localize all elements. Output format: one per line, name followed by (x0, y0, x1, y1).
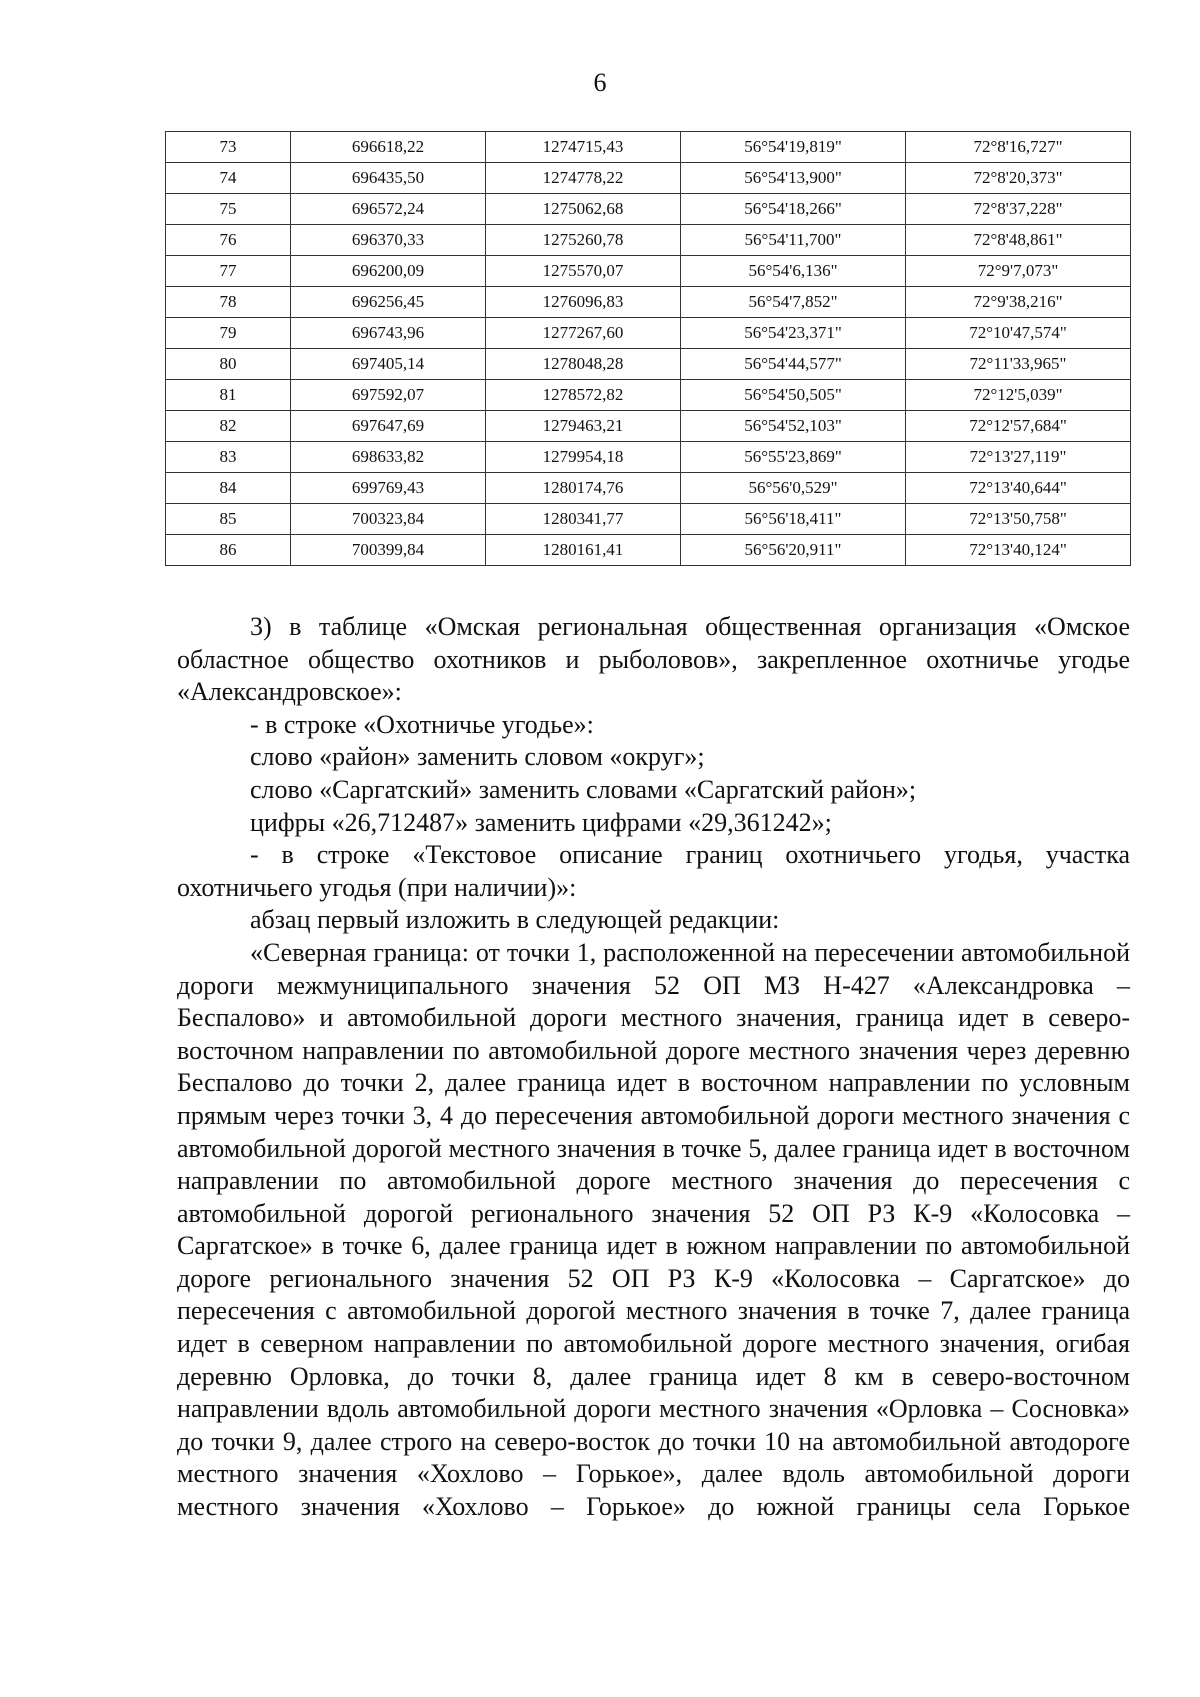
latitude-cell: 56°54'6,136" (681, 256, 906, 287)
table-row (166, 442, 1131, 473)
point-number-cell: 79 (166, 318, 291, 349)
latitude-cell: 56°54'44,577" (681, 349, 906, 380)
point-number-cell: 73 (166, 132, 291, 163)
point-number-cell: 85 (166, 504, 291, 535)
y-coordinate-cell: 1280341,77 (486, 504, 681, 535)
y-coordinate-cell: 1280161,41 (486, 535, 681, 566)
x-coordinate-cell: 696572,24 (291, 194, 486, 225)
longitude-cell: 72°13'27,119" (906, 442, 1131, 473)
y-coordinate-cell: 1277267,60 (486, 318, 681, 349)
table-row (166, 163, 1131, 194)
point-number-cell: 76 (166, 225, 291, 256)
table-row (166, 535, 1131, 566)
point-number-cell: 80 (166, 349, 291, 380)
x-coordinate-cell: 697592,07 (291, 380, 486, 411)
x-coordinate-cell: 696256,45 (291, 287, 486, 318)
x-coordinate-cell: 698633,82 (291, 442, 486, 473)
x-coordinate-cell: 696618,22 (291, 132, 486, 163)
longitude-cell: 72°12'5,039" (906, 380, 1131, 411)
table-row (166, 225, 1131, 256)
latitude-cell: 56°54'23,371" (681, 318, 906, 349)
latitude-cell: 56°56'20,911" (681, 535, 906, 566)
point-number-cell: 82 (166, 411, 291, 442)
x-coordinate-cell: 696435,50 (291, 163, 486, 194)
longitude-cell: 72°13'40,644" (906, 473, 1131, 504)
y-coordinate-cell: 1278572,82 (486, 380, 681, 411)
longitude-cell: 72°10'47,574" (906, 318, 1131, 349)
first-paragraph-instruction: абзац первый изложить в следующей редакции: (250, 905, 780, 935)
y-coordinate-cell: 1275260,78 (486, 225, 681, 256)
longitude-cell: 72°13'50,758" (906, 504, 1131, 535)
longitude-cell: 72°9'7,073" (906, 256, 1131, 287)
longitude-cell: 72°12'57,684" (906, 411, 1131, 442)
y-coordinate-cell: 1280174,76 (486, 473, 681, 504)
longitude-cell: 72°13'40,124" (906, 535, 1131, 566)
replace-word-district: слово «район» заменить словом «округ»; (250, 742, 705, 772)
latitude-cell: 56°56'0,529" (681, 473, 906, 504)
x-coordinate-cell: 700323,84 (291, 504, 486, 535)
latitude-cell: 56°54'11,700" (681, 225, 906, 256)
latitude-cell: 56°55'23,869" (681, 442, 906, 473)
longitude-cell: 72°8'48,861" (906, 225, 1131, 256)
coordinates-table-body (166, 132, 1131, 566)
replace-digits: цифры «26,712487» заменить цифрами «29,361242»; (250, 807, 832, 837)
x-coordinate-cell: 696370,33 (291, 225, 486, 256)
latitude-cell: 56°54'13,900" (681, 163, 906, 194)
latitude-cell: 56°56'18,411" (681, 504, 906, 535)
table-row (166, 194, 1131, 225)
table-row (166, 411, 1131, 442)
point-number-cell: 86 (166, 535, 291, 566)
longitude-cell: 72°8'20,373" (906, 163, 1131, 194)
y-coordinate-cell: 1276096,83 (486, 287, 681, 318)
table-row (166, 318, 1131, 349)
y-coordinate-cell: 1279463,21 (486, 411, 681, 442)
x-coordinate-cell: 696200,09 (291, 256, 486, 287)
point-number-cell: 77 (166, 256, 291, 287)
northern-boundary-description: «Северная граница: от точки 1, расположенной на пересечении автомобильной дороги межмуниципального значения 52 ОП МЗ Н-427 «Александровка – Беспалово» и автомобильной дороги местного значения, граница идет в северо-восточном направлении по автомобильной дороге местного значения через деревню Беспалово до точки 2, далее граница идет в восточном направлении по условным прямым через точки 3, 4 до пересечения автомобильной дороги местного значения с автомобильной дорогой местного значения в точке 5, далее граница идет в восточном направлении по автомобильной дороге местного значения до пересечения с автомобильной дорогой регионального значения 52 ОП РЗ К-9 «Колосовка – Саргатское» в точке 6, далее граница идет в южном направлении по автомобильной дороге регионального значения 52 ОП РЗ К-9 «Колосовка – Саргатское» до пересечения с автомобильной дорогой местного значения в точке 7, далее граница идет в северном направлении по автомобильной дороге местного значения, огибая деревню Орловка, до точки 8, далее граница идет 8 км в северо-восточном направлении вдоль автомобильной дороги местного значения «Орловка – Сосновка» до точки 9, далее строго на северо-восток до точки 10 на автомобильной автодороге местного значения «Хохлово – Горькое», далее вдоль автомобильной дороги местного значения «Хохлово – Горькое» до южной границы села Горькое (177, 937, 1130, 1522)
longitude-cell: 72°8'37,228" (906, 194, 1131, 225)
latitude-cell: 56°54'19,819" (681, 132, 906, 163)
y-coordinate-cell: 1279954,18 (486, 442, 681, 473)
page-number: 6 (593, 68, 607, 97)
y-coordinate-cell: 1274715,43 (486, 132, 681, 163)
document-body (177, 611, 1130, 1524)
point-number-cell: 81 (166, 380, 291, 411)
row-hunting-ground: - в строке «Охотничье угодье»: (250, 709, 594, 739)
y-coordinate-cell: 1275570,07 (486, 256, 681, 287)
point-number-cell: 74 (166, 163, 291, 194)
table-row (166, 380, 1131, 411)
y-coordinate-cell: 1274778,22 (486, 163, 681, 194)
y-coordinate-cell: 1275062,68 (486, 194, 681, 225)
y-coordinate-cell: 1278048,28 (486, 349, 681, 380)
amendment-item-3: 3) в таблице «Омская региональная общественная организация «Омское областное общество охотников и рыболовов», закрепленное охотничье угодье «Александровское»: (177, 612, 1130, 707)
table-row (166, 132, 1131, 163)
point-number-cell: 75 (166, 194, 291, 225)
longitude-cell: 72°11'33,965" (906, 349, 1131, 380)
x-coordinate-cell: 699769,43 (291, 473, 486, 504)
table-row (166, 504, 1131, 535)
x-coordinate-cell: 697647,69 (291, 411, 486, 442)
table-row (166, 349, 1131, 380)
x-coordinate-cell: 696743,96 (291, 318, 486, 349)
row-text-description: - в строке «Текстовое описание границ охотничьего угодья, участка охотничьего угодья (при наличии)»: (177, 840, 1130, 902)
latitude-cell: 56°54'18,266" (681, 194, 906, 225)
table-row (166, 287, 1131, 318)
longitude-cell: 72°8'16,727" (906, 132, 1131, 163)
replace-word-sargatsky: слово «Саргатский» заменить словами «Саргатский район»; (250, 774, 917, 804)
latitude-cell: 56°54'7,852" (681, 287, 906, 318)
table-row (166, 473, 1131, 504)
point-number-cell: 83 (166, 442, 291, 473)
point-number-cell: 78 (166, 287, 291, 318)
coordinates-table (165, 131, 1131, 566)
longitude-cell: 72°9'38,216" (906, 287, 1131, 318)
x-coordinate-cell: 697405,14 (291, 349, 486, 380)
table-row (166, 256, 1131, 287)
point-number-cell: 84 (166, 473, 291, 504)
latitude-cell: 56°54'52,103" (681, 411, 906, 442)
x-coordinate-cell: 700399,84 (291, 535, 486, 566)
latitude-cell: 56°54'50,505" (681, 380, 906, 411)
